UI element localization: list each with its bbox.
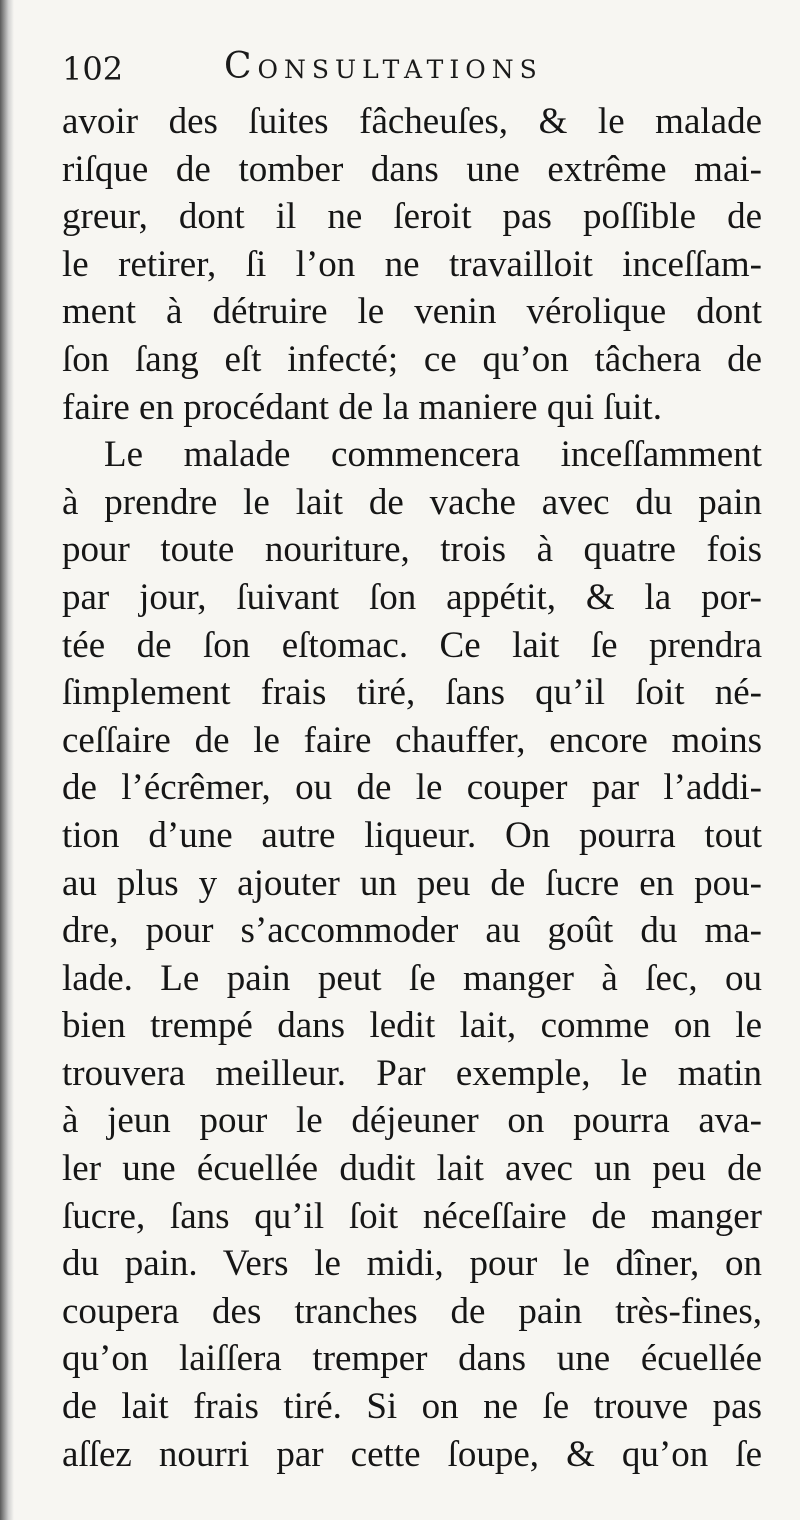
- text-line: de lait frais tiré. Si on ne ſe trouve pas: [62, 1386, 762, 1428]
- page-gutter-shadow: [0, 0, 14, 1520]
- text-line: à prendre le lait de vache avec du pain: [62, 481, 762, 523]
- text-line: faire en procédant de la maniere qui ſuit.: [62, 386, 662, 428]
- text-line: à jeun pour le déjeuner on pourra ava-: [62, 1100, 762, 1142]
- text-line: aſſez nourri par cette ſoupe, & qu’on ſe: [62, 1433, 762, 1475]
- text-line: tée de ſon eſtomac. Ce lait ſe prendra: [62, 624, 762, 666]
- text-line: dre, pour s’accommoder au goût du ma-: [62, 910, 762, 952]
- text-line: tion d’une autre liqueur. On pourra tout: [62, 814, 762, 856]
- text-line: ment à détruire le venin vérolique dont: [62, 291, 762, 333]
- text-line: ceſſaire de le faire chauffer, encore moins: [62, 719, 762, 761]
- text-line: ſon ſang eſt infecté; ce qu’on tâchera de: [62, 338, 762, 380]
- text-line: qu’on laiſſera tremper dans une écuellée: [62, 1338, 762, 1380]
- page-number: 102: [62, 50, 124, 88]
- text-line: trouvera meilleur. Par exemple, le matin: [62, 1052, 762, 1094]
- body-text: [62, 98, 762, 1478]
- text-line: riſque de tomber dans une extrême mai-: [62, 148, 762, 190]
- text-line: avoir des ſuites fâcheuſes, & le malade: [62, 101, 762, 142]
- page-header: [62, 46, 782, 98]
- text-line: ſucre, ſans qu’il ſoit néceſſaire de manger: [62, 1195, 762, 1237]
- text-line: lade. Le pain peut ſe manger à ſec, ou: [62, 957, 762, 999]
- text-line: coupera des tranches de pain très-fines,: [62, 1290, 762, 1332]
- text-line: pour toute nouriture, trois à quatre fois: [62, 529, 762, 571]
- text-line: ſimplement frais tiré, ſans qu’il ſoit né-: [62, 672, 762, 714]
- text-line: greur, dont il ne ſeroit pas poſſible de: [62, 196, 762, 238]
- text-line: bien trempé dans ledit lait, comme on le: [62, 1005, 762, 1047]
- text-line: le retirer, ſi l’on ne travailloit inceſſam-: [62, 243, 762, 285]
- paragraph-start-line: Le malade commencera inceſſamment: [104, 434, 762, 476]
- text-line: ler une écuellée dudit lait avec un peu de: [62, 1148, 762, 1190]
- text-line: de l’écrêmer, ou de le couper par l’addi-: [62, 767, 762, 809]
- text-line: au plus y ajouter un peu de ſucre en pou-: [62, 862, 762, 904]
- running-head: Consultations: [224, 46, 543, 87]
- text-line: du pain. Vers le midi, pour le dîner, on: [62, 1243, 762, 1285]
- text-line: par jour, ſuivant ſon appétit, & la por-: [62, 576, 762, 618]
